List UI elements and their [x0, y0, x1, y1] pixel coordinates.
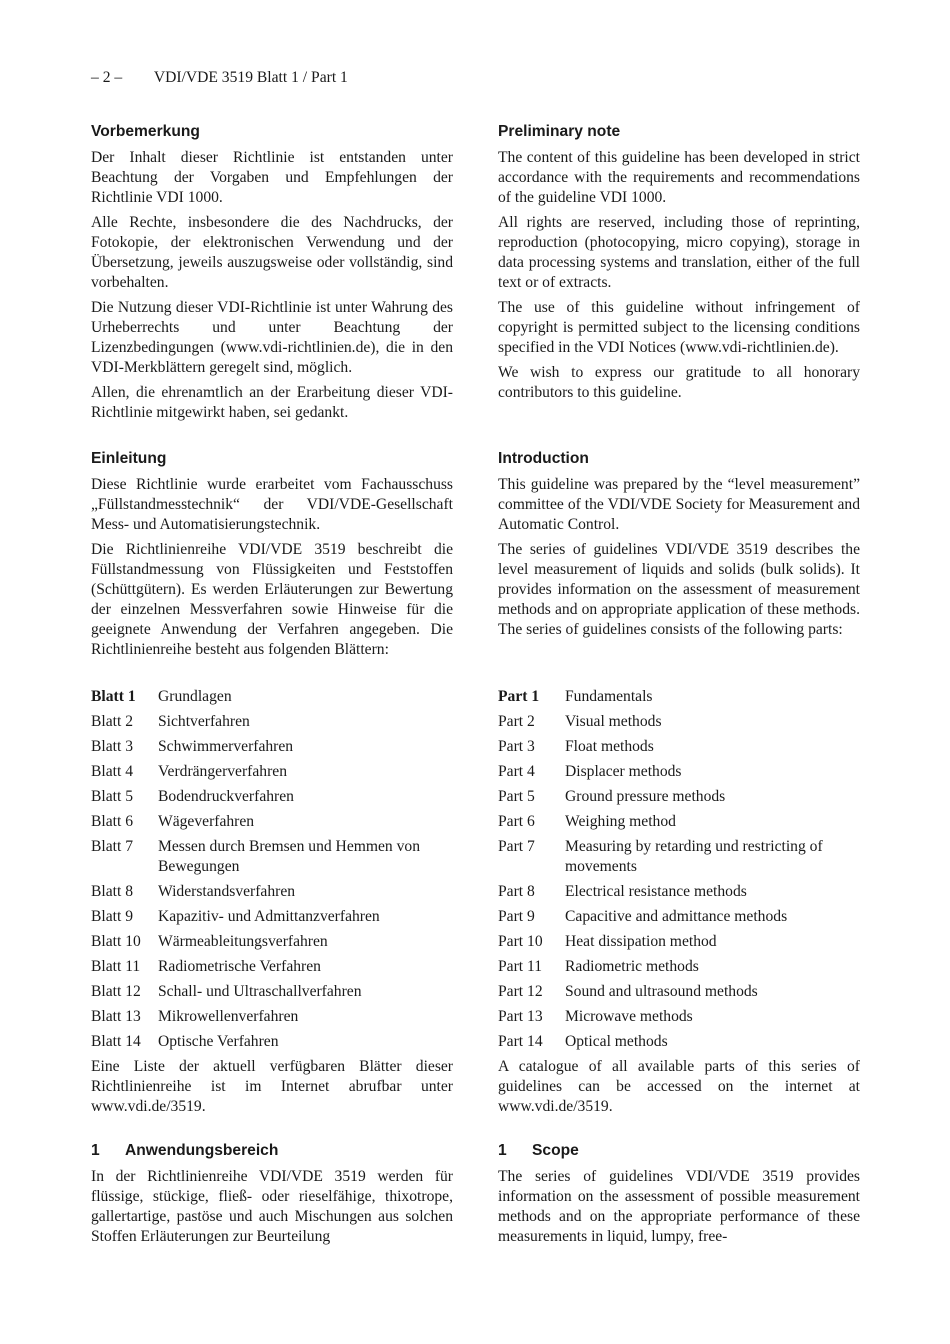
part-number: Part 14 [498, 1033, 543, 1050]
part-number: Part 8 [498, 883, 535, 900]
document-title: VDI/VDE 3519 Blatt 1 / Part 1 [153, 69, 348, 86]
part-title: Electrical resistance methods [565, 883, 747, 900]
list-item [91, 982, 453, 1002]
english-parts-list [498, 687, 860, 1057]
paragraph: Diese Richtlinie wurde erarbeitet vom Fachausschuss „Füllstandmesstechnik“ der VDI/VDE-Gesellschaft Mess- und Automatisierungstechnik. [91, 476, 453, 533]
part-number: Part 2 [498, 713, 535, 730]
list-item [498, 882, 860, 902]
part-title: Schwimmerverfahren [158, 738, 294, 755]
list-item [91, 787, 453, 807]
part-title: Verdrängerverfahren [158, 763, 287, 780]
paragraph: We wish to express our gratitude to all honorary contributors to this guideline. [498, 364, 860, 401]
list-item [91, 762, 453, 782]
part-number: Blatt 3 [91, 738, 134, 755]
section-number: 1 [498, 1142, 507, 1159]
part-number: Part 12 [498, 983, 543, 1000]
list-item [91, 812, 453, 832]
part-title: Mikrowellenverfahren [158, 1008, 299, 1025]
part-title: Wägeverfahren [158, 813, 255, 830]
part-title: Grundlagen [158, 688, 232, 705]
part-title: Bodendruckverfahren [158, 788, 294, 805]
part-title: Measuring by retarding und restricting of movements [565, 838, 823, 875]
part-title: Displacer methods [565, 763, 682, 780]
paragraph: The content of this guideline has been developed in strict accordance with the requirements and recommendations of the guideline VDI 1000. [498, 149, 860, 206]
english-introduction [498, 449, 860, 645]
paragraph: The series of guidelines VDI/VDE 3519 provides information on the assessment of possible measurement methods and on the appropriate performance of these measurements in liquid, lumpy, free- [498, 1168, 860, 1245]
part-number: Blatt 1 [91, 688, 136, 705]
part-number: Blatt 4 [91, 763, 134, 780]
part-title: Fundamentals [565, 688, 653, 705]
list-item [91, 837, 453, 877]
paragraph: Eine Liste der aktuell verfügbaren Blätter dieser Richtlinienreihe ist im Internet abrufbar unter www.vdi.de/3519. [91, 1058, 453, 1115]
list-item [498, 812, 860, 832]
english-preliminary-note [498, 122, 860, 408]
part-number: Part 9 [498, 908, 535, 925]
list-item [498, 687, 860, 707]
part-title: Visual methods [565, 713, 662, 730]
part-number: Part 10 [498, 933, 543, 950]
list-item [91, 1007, 453, 1027]
list-item [498, 837, 860, 877]
paragraph: The use of this guideline without infringement of copyright is permitted subject to the licensing conditions specified in the VDI Notices (www.vdi-richtlinien.de). [498, 299, 860, 356]
list-item [498, 957, 860, 977]
part-title: Radiometrische Verfahren [158, 958, 321, 975]
part-number: Blatt 14 [91, 1033, 141, 1050]
part-number: Blatt 7 [91, 838, 134, 855]
part-number: Part 4 [498, 763, 535, 780]
part-number: Part 3 [498, 738, 535, 755]
part-title: Optical methods [565, 1033, 668, 1050]
section-heading: Einleitung [91, 450, 167, 467]
list-item [498, 907, 860, 927]
section-heading: Introduction [498, 450, 589, 467]
part-number: Blatt 2 [91, 713, 134, 730]
paragraph: In der Richtlinienreihe VDI/VDE 3519 werden für flüssige, stückige, fließ- oder rieselfähige, thixotrope, gallertartige, pastöse und auch Mischungen aus solchen Stoffen Erläuterungen zur Beurteilung [91, 1168, 453, 1245]
part-number: Part 11 [498, 958, 543, 975]
section-title: Scope [532, 1142, 579, 1159]
part-title: Kapazitiv- und Admittanzverfahren [158, 908, 380, 925]
paragraph: Der Inhalt dieser Richtlinie ist entstanden unter Beachtung der Vorgaben und Empfehlungen der Richtlinie VDI 1000. [91, 149, 453, 206]
section-heading: Vorbemerkung [91, 123, 200, 140]
part-number: Part 6 [498, 813, 535, 830]
german-introduction [91, 449, 453, 665]
paragraph: All rights are reserved, including those of reprinting, reproduction (photocopying, micro copying), storage in data processing systems and translation, either of the full text or of extracts. [498, 214, 860, 291]
part-title: Sound and ultrasound methods [565, 983, 758, 1000]
part-title: Heat dissipation method [565, 933, 717, 950]
part-number: Blatt 9 [91, 908, 134, 925]
list-item [498, 982, 860, 1002]
part-number: Part 7 [498, 838, 535, 855]
list-item [498, 762, 860, 782]
part-title: Optische Verfahren [158, 1033, 279, 1050]
part-title: Schall- und Ultraschallverfahren [158, 983, 362, 1000]
german-parts-list [91, 687, 453, 1057]
part-title: Sichtverfahren [158, 713, 250, 730]
english-catalogue-note [498, 1057, 860, 1122]
part-number: Part 1 [498, 688, 540, 705]
part-title: Microwave methods [565, 1008, 693, 1025]
part-number: Blatt 6 [91, 813, 134, 830]
part-title: Float methods [565, 738, 654, 755]
part-title: Weighing method [565, 813, 676, 830]
list-item [91, 1032, 453, 1052]
german-catalogue-note [91, 1057, 453, 1122]
part-number: Blatt 5 [91, 788, 134, 805]
section-title: Anwendungsbereich [125, 1142, 279, 1159]
section-heading: Preliminary note [498, 123, 621, 140]
part-title: Wärmeableitungsverfahren [158, 933, 328, 950]
paragraph: Die Nutzung dieser VDI-Richtlinie ist unter Wahrung des Urheberrechts und unter Beachtung der Lizenzbedingungen (www.vdi-richtlinien.de), die in den VDI-Merkblättern geregelt sind, möglich. [91, 299, 453, 376]
list-item [498, 932, 860, 952]
part-title: Capacitive and admittance methods [565, 908, 788, 925]
part-number: Blatt 13 [91, 1008, 141, 1025]
list-item [91, 687, 453, 707]
list-item [498, 737, 860, 757]
section-heading [498, 1141, 860, 1161]
part-number: Blatt 8 [91, 883, 134, 900]
paragraph: The series of guidelines VDI/VDE 3519 describes the level measurement of liquids and solids (bulk solids). It provides information on the assessment of measurement methods and on appropriate application of these methods. The series of guidelines consists of the following parts: [498, 541, 860, 638]
paragraph: Die Richtlinienreihe VDI/VDE 3519 beschreibt die Füllstandmessung von Flüssigkeiten und Feststoffen (Schüttgütern). Es werden Erläuterungen zur Bewertung der einzelnen Messverfahren sowie Hinweise für die geeignete Anwendung der Verfahren angegeben. Die Richtlinienreihe besteht aus folgenden Blättern: [91, 541, 453, 658]
part-title: Ground pressure methods [565, 788, 726, 805]
part-number: Part 5 [498, 788, 535, 805]
paragraph: This guideline was prepared by the “level measurement” committee of the VDI/VDE Society for Measurement and Automatic Control. [498, 476, 860, 533]
list-item [91, 932, 453, 952]
paragraph: A catalogue of all available parts of this series of guidelines can be accessed on the internet at www.vdi.de/3519. [498, 1058, 860, 1115]
part-number: Blatt 10 [91, 933, 141, 950]
list-item [91, 957, 453, 977]
german-scope [91, 1141, 453, 1252]
german-preliminary-note [91, 122, 453, 428]
list-item [498, 787, 860, 807]
section-heading [91, 1141, 453, 1161]
list-item [91, 882, 453, 902]
english-scope [498, 1141, 860, 1252]
list-item [498, 1032, 860, 1052]
part-number: Part 13 [498, 1008, 543, 1025]
part-title: Messen durch Bremsen und Hemmen von Bewegungen [158, 838, 421, 875]
list-item [91, 737, 453, 757]
list-item [498, 1007, 860, 1027]
part-title: Radiometric methods [565, 958, 699, 975]
part-title: Widerstandsverfahren [158, 883, 296, 900]
section-number: 1 [91, 1142, 100, 1159]
page-header [91, 68, 376, 88]
page-number: – 2 – [91, 69, 123, 86]
part-number: Blatt 11 [91, 958, 141, 975]
part-number: Blatt 12 [91, 983, 141, 1000]
paragraph: Allen, die ehrenamtlich an der Erarbeitung dieser VDI-Richtlinie mitgewirkt haben, sei gedankt. [91, 384, 453, 421]
paragraph: Alle Rechte, insbesondere die des Nachdrucks, der Fotokopie, der elektronischen Verwendung und der Übersetzung, jeweils auszugsweise oder vollständig, sind vorbehalten. [91, 214, 453, 291]
list-item [91, 907, 453, 927]
list-item [91, 712, 453, 732]
list-item [498, 712, 860, 732]
